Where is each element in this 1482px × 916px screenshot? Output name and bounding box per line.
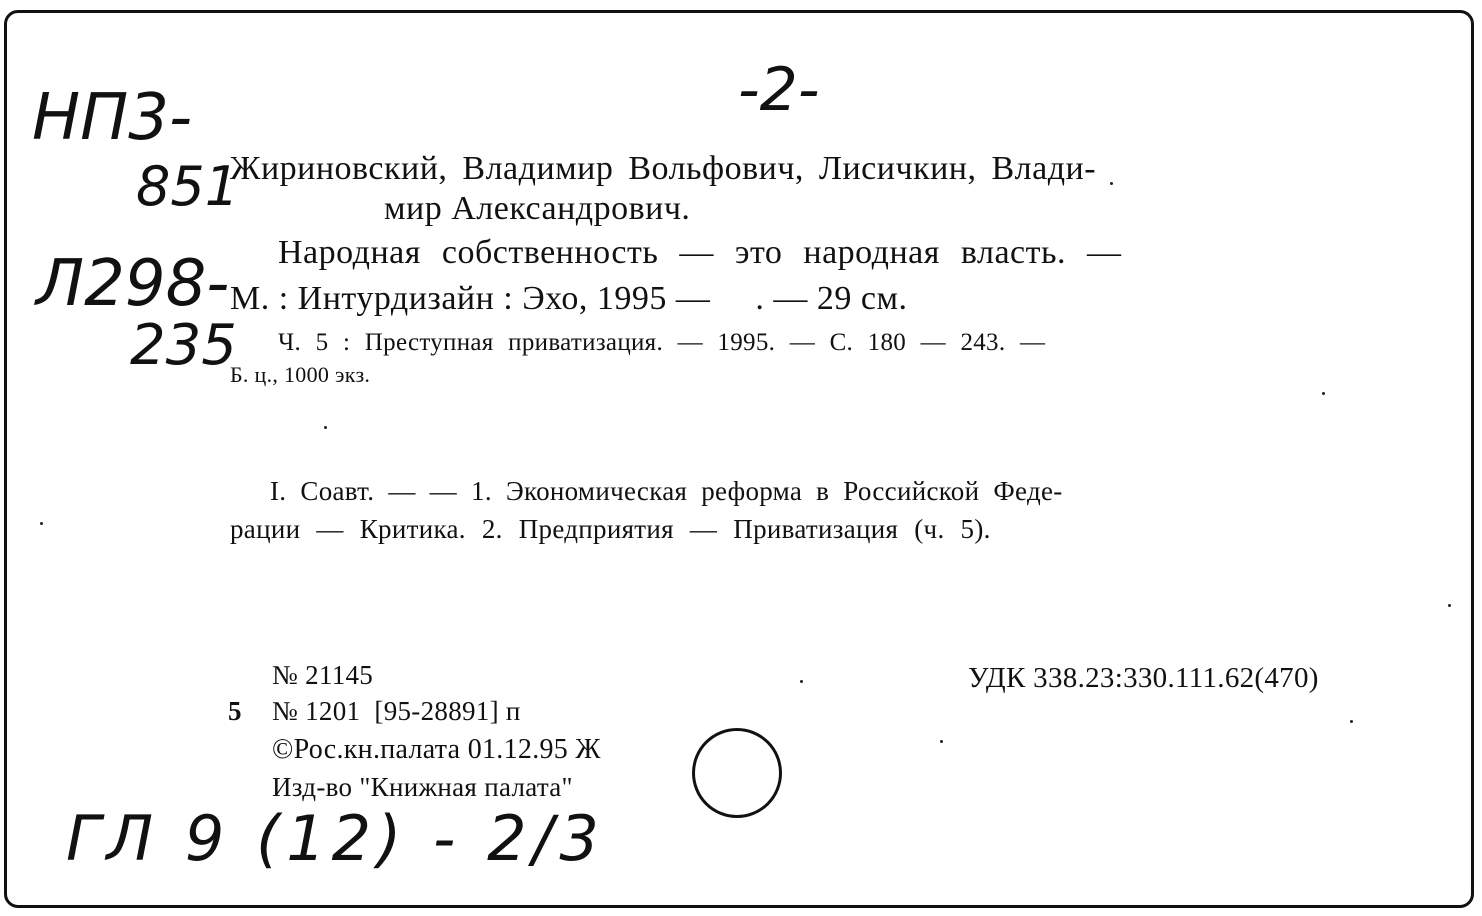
scan-speck <box>800 680 803 683</box>
scan-speck <box>324 426 327 429</box>
bottom-shelf-mark: ГЛ 9 (12) - 2/3 <box>66 802 605 875</box>
record-number-2-prefix: 5 <box>228 696 242 726</box>
scan-speck <box>1110 182 1113 185</box>
shelf-mark-2-bottom: 235 <box>130 313 237 378</box>
shelf-mark-1-bottom: 851 <box>136 155 240 218</box>
subjects-line-1: I. Соавт. — — 1. Экономическая реформа в Российской Феде- <box>270 476 1063 506</box>
scan-speck <box>940 740 943 743</box>
part-line-2: Б. ц., 1000 экз. <box>230 362 371 387</box>
page-number-mark: -2- <box>738 55 820 125</box>
record-number-2: № 1201 [95-28891] п <box>272 696 521 726</box>
title-line-2: М. : Интурдизайн : Эхо, 1995 — . — 29 см. <box>230 280 908 317</box>
title-line-1: Народная собственность — это народная власть. — <box>278 234 1122 271</box>
scan-speck <box>40 522 43 525</box>
stamp-circle <box>692 728 782 818</box>
subjects-line-2: рации — Критика. 2. Предприятия — Приватизация (ч. 5). <box>230 514 991 544</box>
part-line-1: Ч. 5 : Преступная приватизация. — 1995. — С. 180 — 243. — <box>278 329 1046 356</box>
scan-speck <box>1448 604 1451 607</box>
author-line-1: Жириновский, Владимир Вольфович, Лисичкин, Влади- <box>230 150 1097 187</box>
udc-code: УДК 338.23:330.111.62(470) <box>968 662 1319 694</box>
author-line-2: мир Александрович. <box>384 190 691 227</box>
copyright-line: ©Рос.кн.палата 01.12.95 Ж <box>272 734 601 765</box>
shelf-mark-2-top: Л298- <box>36 247 230 321</box>
shelf-mark-1-top: НП3- <box>32 81 193 155</box>
record-number-1: № 21145 <box>272 660 374 690</box>
scan-speck <box>1350 720 1353 723</box>
publisher-line: Изд-во "Книжная палата" <box>272 772 573 802</box>
scan-speck <box>1322 392 1325 395</box>
